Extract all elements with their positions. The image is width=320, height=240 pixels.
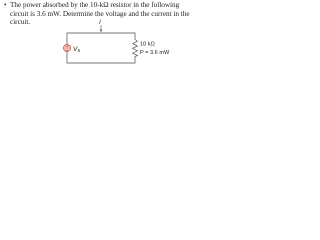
resistor-value-label: 10 kΩ — [140, 41, 155, 48]
source-label — [73, 46, 80, 53]
problem-page — [0, 0, 200, 71]
problem-text: The power absorbed by the 10-kΩ resistor in the following circuit is 3.6 mW. Determine the voltage and the current in the circuit. — [10, 1, 190, 27]
circuit-diagram — [0, 0, 200, 71]
source-label-subscript: S — [77, 48, 81, 53]
current-label: I — [99, 20, 101, 26]
source-minus-sign: − — [65, 47, 69, 53]
top-wire — [67, 33, 135, 45]
resistor-power-label: P = 3.6 mW — [140, 50, 170, 56]
source-label-main: V — [73, 46, 78, 53]
current-arrow-icon — [100, 25, 103, 32]
bullet-point: • — [4, 1, 7, 9]
bottom-wire — [67, 52, 135, 64]
source-plus-sign: + — [65, 43, 69, 49]
resistor-icon — [133, 38, 138, 58]
